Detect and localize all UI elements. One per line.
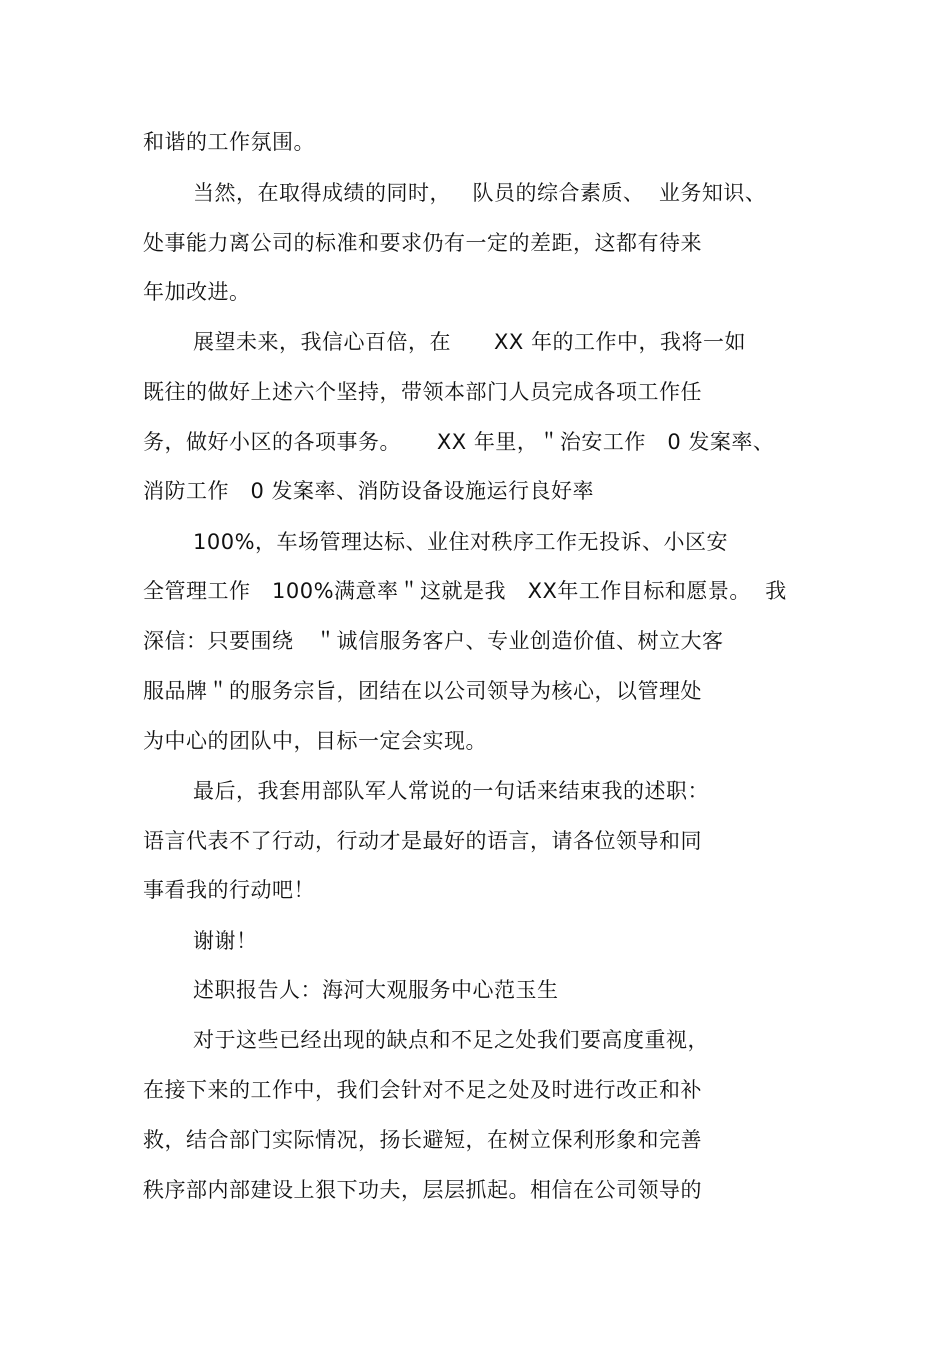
text-line: 事看我的行动吧！ [143, 878, 315, 902]
text-line: 当然，在取得成绩的同时， 队员的综合素质、 业务知识、 [193, 181, 767, 205]
text-line: 秩序部内部建设上狠下功夫，层层抓起。相信在公司领导的 [143, 1178, 702, 1202]
text-line: 消防工作 0 发案率、消防设备设施运行良好率 [143, 479, 595, 503]
text-line: 服品牌＂的服务宗旨，团结在以公司领导为核心，以管理处 [143, 679, 702, 703]
text-line: 救，结合部门实际情况，扬长避短，在树立保利形象和完善 [143, 1128, 702, 1152]
text-line: 谢谢！ [193, 929, 258, 953]
text-line: 和谐的工作氛围。 [143, 130, 315, 154]
text-line: 最后，我套用部队军人常说的一句话来结束我的述职： [193, 779, 709, 803]
text-line: 语言代表不了行动，行动才是最好的语言，请各位领导和同 [143, 829, 702, 853]
text-line: 务，做好小区的各项事务。 XX 年里，＂治安工作 0 发案率、 [143, 430, 775, 454]
text-line: 既往的做好上述六个坚持，带领本部门人员完成各项工作任 [143, 380, 702, 404]
text-line: 在接下来的工作中，我们会针对不足之处及时进行改正和补 [143, 1078, 702, 1102]
text-line: 深信：只要围绕 ＂诚信服务客户、专业创造价值、树立大客 [143, 629, 724, 653]
text-line: 述职报告人：海河大观服务中心范玉生 [193, 978, 559, 1002]
text-line: 为中心的团队中，目标一定会实现。 [143, 729, 487, 753]
text-line: 全管理工作 100%满意率＂这就是我 XX年工作目标和愿景。 我 [143, 579, 787, 603]
text-line: 年加改进。 [143, 280, 251, 304]
text-line: 对于这些已经出现的缺点和不足之处我们要高度重视， [193, 1028, 709, 1052]
text-line: 100%，车场管理达标、业住对秩序工作无投诉、小区安 [193, 530, 729, 554]
text-line: 展望未来，我信心百倍，在 XX 年的工作中，我将一如 [193, 330, 746, 354]
text-line: 处事能力离公司的标准和要求仍有一定的差距，这都有待来 [143, 231, 702, 255]
